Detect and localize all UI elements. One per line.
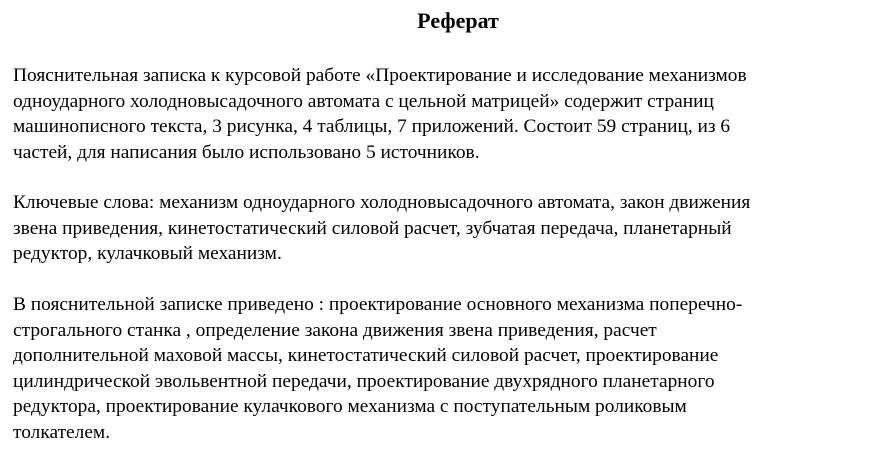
paragraph-line: строгального станка , определение закона движения звена приведения, расчет — [13, 319, 657, 341]
keywords-paragraph — [13, 190, 893, 267]
paragraph-line: цилиндрической эвольвентной передачи, проектирование двухрядного планетарного — [13, 370, 715, 392]
paragraph-line: Ключевые слова: механизм одноударного холодновысадочного автомата, закон движения — [13, 192, 751, 213]
paragraph-line: редуктор, кулачковый механизм. — [13, 243, 282, 265]
paragraph-line: машинописного текста, 3 рисунка, 4 таблицы, 7 приложений. Состоит 59 страниц, из 6 — [13, 116, 731, 138]
paragraph-line: Пояснительная записка к курсовой работе «Проектирование и исследование механизмов — [13, 65, 747, 86]
paragraph-line: частей, для написания было использовано 5 источников. — [13, 141, 480, 163]
paragraph-line: дополнительной маховой массы, кинетостатический силовой расчет, проектирование — [13, 345, 719, 367]
contents-paragraph — [13, 292, 893, 446]
paragraph-line: толкателем. — [13, 421, 111, 443]
paragraph-line: редуктора, проектирование кулачкового механизма с поступательным роликовым — [13, 396, 687, 418]
paragraph-line: звена приведения, кинетостатический силовой расчет, зубчатая передача, планетарный — [13, 217, 732, 239]
document-title: Реферат — [417, 8, 499, 33]
abstract-paragraph — [13, 63, 893, 165]
paragraph-line: В пояснительной записке приведено : проектирование основного механизма поперечно- — [13, 294, 743, 315]
paragraph-line: одноударного холодновысадочного автомата с цельной матрицей» содержит страниц — [13, 90, 714, 112]
